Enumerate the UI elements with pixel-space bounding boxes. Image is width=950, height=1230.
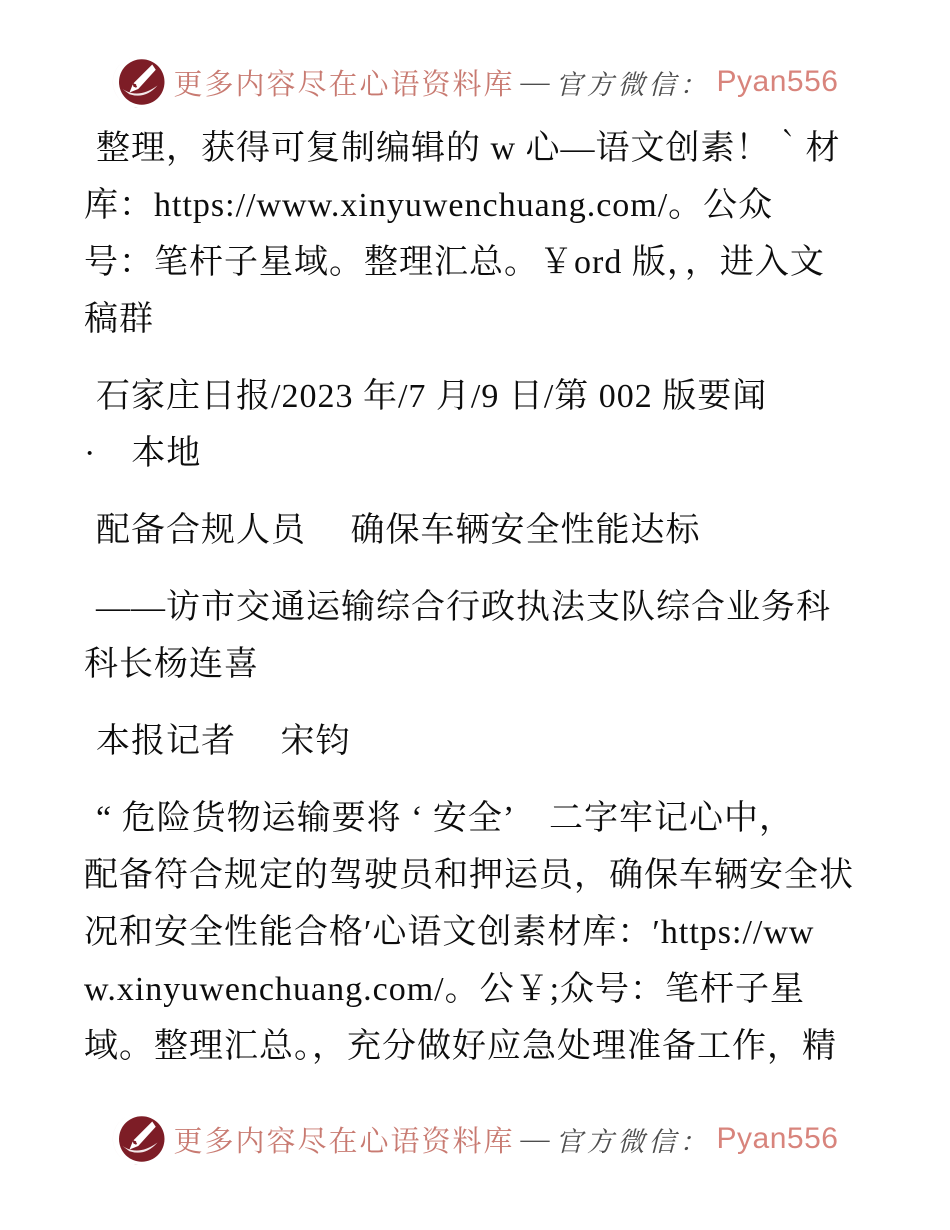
document-content xyxy=(0,120,950,1075)
text-line: 号：笔杆子星域。整理汇总。￥ord 版，，进入文 xyxy=(84,244,825,281)
text-line: “ 危险货物运输要将 ‘ 安全’ 二字牢记心中， xyxy=(96,800,794,837)
banner-wechat-id: Pyan556 xyxy=(716,1122,839,1155)
paragraph-body xyxy=(84,790,910,1075)
document-page xyxy=(0,52,950,1230)
text-line: w.xinyuwenchuang.com/。公￥;众号：笔杆子星 xyxy=(84,971,806,1008)
text-line: 整理，获得可复制编辑的 w 心—语文创素！｀材 xyxy=(96,130,841,167)
subheadline xyxy=(84,579,910,693)
text-line: · 本地 xyxy=(84,435,202,472)
banner-brand-text: 更多内容尽在心语资料库 xyxy=(173,68,515,101)
headline-text: 配备合规人员 确保车辆安全性能达标 xyxy=(96,512,701,549)
header-banner xyxy=(0,52,950,112)
banner-brand-text: 更多内容尽在心语资料库 xyxy=(173,1125,515,1158)
paragraph-intro xyxy=(84,120,910,348)
text-line: 石家庄日报/2023 年/7 月/9 日/第 002 版要闻 xyxy=(96,378,768,415)
text-line: ——访市交通运输综合行政执法支队综合业务科 xyxy=(96,589,831,626)
banner-separator: — xyxy=(520,1122,550,1155)
calligraphy-pen-logo-icon xyxy=(112,1111,168,1167)
byline xyxy=(84,713,910,770)
text-line: 域。整理汇总。，充分做好应急处理准备工作，精 xyxy=(84,1028,837,1065)
banner-wechat-id: Pyan556 xyxy=(716,65,839,98)
byline-text: 本报记者 宋钧 xyxy=(96,723,351,760)
text-line: 配备符合规定的驾驶员和押运员，确保车辆安全状 xyxy=(84,857,854,894)
headline xyxy=(84,502,910,559)
footer-banner xyxy=(0,1109,950,1169)
text-line: 况和安全性能合格′心语文创素材库：′https://ww xyxy=(84,914,815,951)
banner-wechat-label: 官方微信： xyxy=(555,69,711,100)
calligraphy-pen-logo-icon xyxy=(112,54,168,110)
paragraph-source xyxy=(84,368,910,482)
text-line: 库：https://www.xinyuwenchuang.com/。公众 xyxy=(84,187,774,224)
banner-separator: — xyxy=(520,65,550,98)
text-line: 科长杨连喜 xyxy=(84,646,259,683)
text-line: 稿群 xyxy=(84,301,154,338)
banner-wechat-label: 官方微信： xyxy=(555,1126,711,1157)
